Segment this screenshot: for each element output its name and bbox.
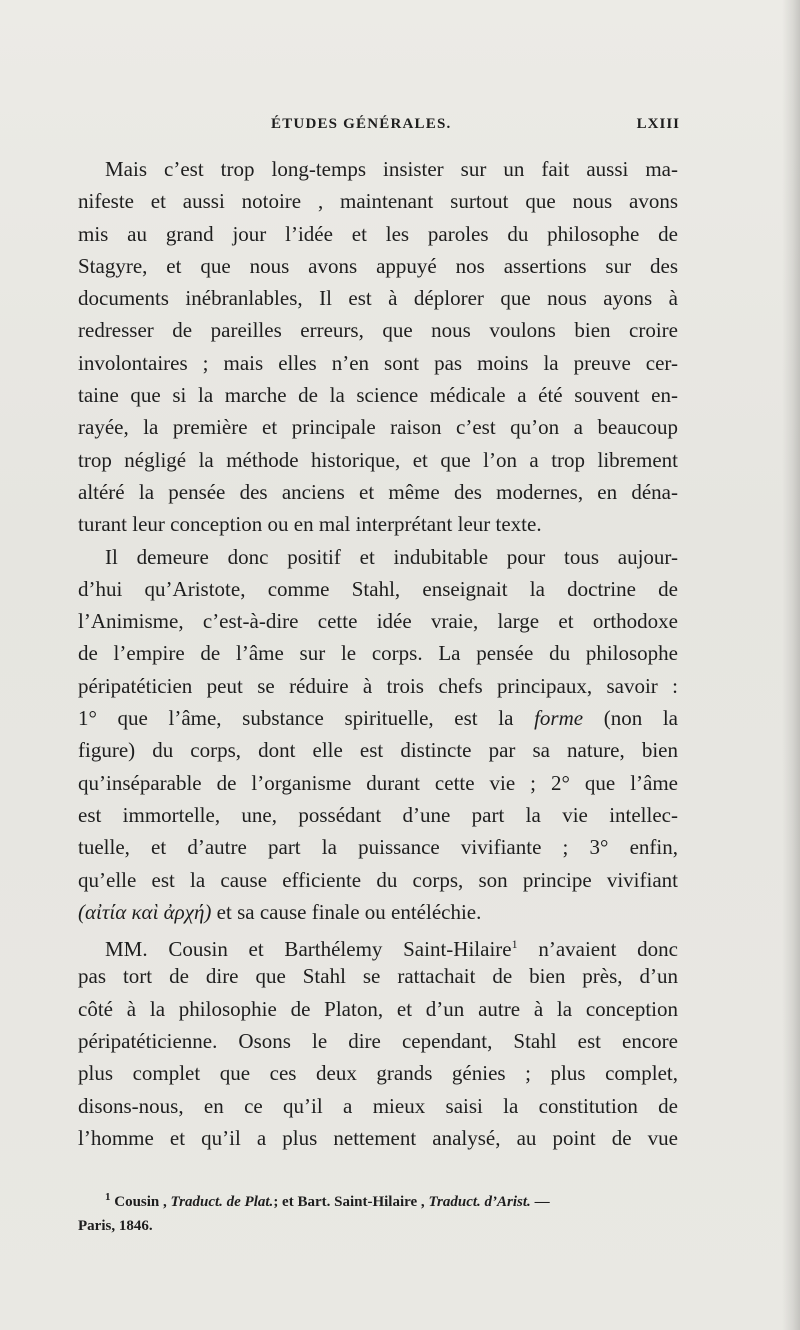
footnotes — [78, 1185, 678, 1238]
text-segment: MM. Cousin et Barthélemy Saint-Hilaire — [105, 937, 512, 962]
text-line: trop négligé la méthode historique, et que l’on a trop librement — [78, 447, 678, 472]
text-line: tuelle, et d’autre part la puissance vivifiante ; 3° enfin, — [78, 835, 678, 860]
running-title: ÉTUDES GÉNÉRALES. — [271, 116, 452, 132]
text-line: nifeste et aussi notoire , maintenant surtout que nous avons — [78, 189, 678, 214]
text-line: d’hui qu’Aristote, comme Stahl, enseignait la doctrine de — [78, 576, 678, 601]
text-line: péripatéticienne. Osons le dire cependant, Stahl est encore — [78, 1029, 678, 1054]
text-line-with-greek — [78, 896, 678, 928]
page-edge-shadow — [782, 0, 800, 1330]
text-line: de l’empire de l’âme sur le corps. La pensée du philosophe — [78, 641, 678, 666]
text-line: figure) du corps, dont elle est distincte par sa nature, bien — [78, 738, 678, 763]
text-line: qu’elle est la cause efficiente du corps, son principe vivifiant — [78, 867, 678, 892]
text-line: altéré la pensée des anciens et même des modernes, en déna- — [78, 479, 678, 504]
footnote-title-italic: Traduct. de Plat. — [170, 1194, 274, 1210]
text-segment: n’avaient donc — [538, 937, 678, 962]
text-line: pas tort de dire que Stahl se rattachait de bien près, d’un — [78, 964, 678, 989]
text-line: Stagyre, et que nous avons appuyé nos assertions sur des — [78, 253, 678, 278]
footnote-text: Cousin , — [114, 1194, 167, 1210]
text-line: mis au grand jour l’idée et les paroles du philosophe de — [78, 221, 678, 246]
italic-word: forme — [534, 706, 584, 731]
text-line: qu’inséparable de l’organisme durant cette vie ; 2° que l’âme — [78, 770, 678, 795]
text-segment: (non la — [603, 706, 679, 731]
text-line: turant leur conception ou en mal interprétant leur texte. — [78, 512, 542, 537]
text-line: taine que si la marche de la science médicale a été souvent en- — [78, 383, 678, 408]
text-line: involontaires ; mais elles n’en sont pas moins la preuve cer- — [78, 350, 678, 375]
text-line: l’homme et qu’il a plus nettement analysé, au point de vue — [78, 1125, 678, 1150]
text-line: l’Animisme, c’est-à-dire cette idée vraie, large et orthodoxe — [78, 609, 678, 634]
text-line: plus complet que ces deux grands génies ; plus complet, — [78, 1061, 678, 1086]
footnote-line — [78, 1185, 678, 1214]
text-line: péripatéticien peut se réduire à trois chefs principaux, savoir : — [78, 673, 678, 698]
text-line: est immortelle, une, possédant d’une part la vie intellec- — [78, 802, 678, 827]
footnote-dash: — — [534, 1194, 550, 1210]
text-line: côté à la philosophie de Platon, et d’un autre à la conception — [78, 996, 678, 1021]
text-line-with-footnote-ref — [78, 928, 678, 960]
body-text — [78, 153, 678, 1154]
page-header — [78, 116, 678, 140]
footnote-text: ; et Bart. Saint-Hilaire , — [273, 1194, 425, 1210]
footnote-marker: 1 — [105, 1191, 111, 1203]
text-line: disons-nous, en ce qu’il a mieux saisi la constitution de — [78, 1093, 678, 1118]
footnote-title-italic: Traduct. d’Arist. — [428, 1194, 531, 1210]
text-line: Mais c’est trop long-temps insister sur un fait aussi ma- — [105, 157, 678, 181]
text-line: rayée, la première et principale raison c’est qu’on a beaucoup — [78, 415, 678, 440]
text-segment: 1° que l’âme, substance spirituelle, est la — [78, 706, 514, 731]
greek-phrase: (αἰτία καὶ ἀρχή) — [78, 899, 212, 924]
text-segment: et sa cause finale ou entéléchie. — [216, 899, 482, 924]
text-line: Il demeure donc positif et indubitable pour tous aujour- — [105, 544, 678, 569]
footnote-line: Paris, 1846. — [78, 1218, 153, 1234]
footnote-reference: 1 — [511, 937, 518, 952]
text-line: redresser de pareilles erreurs, que nous voulons bien croire — [78, 318, 678, 343]
page-number: LXIII — [636, 116, 680, 132]
text-line-with-italic — [78, 702, 678, 734]
text-line: documents inébranlables, Il est à déplorer que nous ayons à — [78, 286, 678, 311]
